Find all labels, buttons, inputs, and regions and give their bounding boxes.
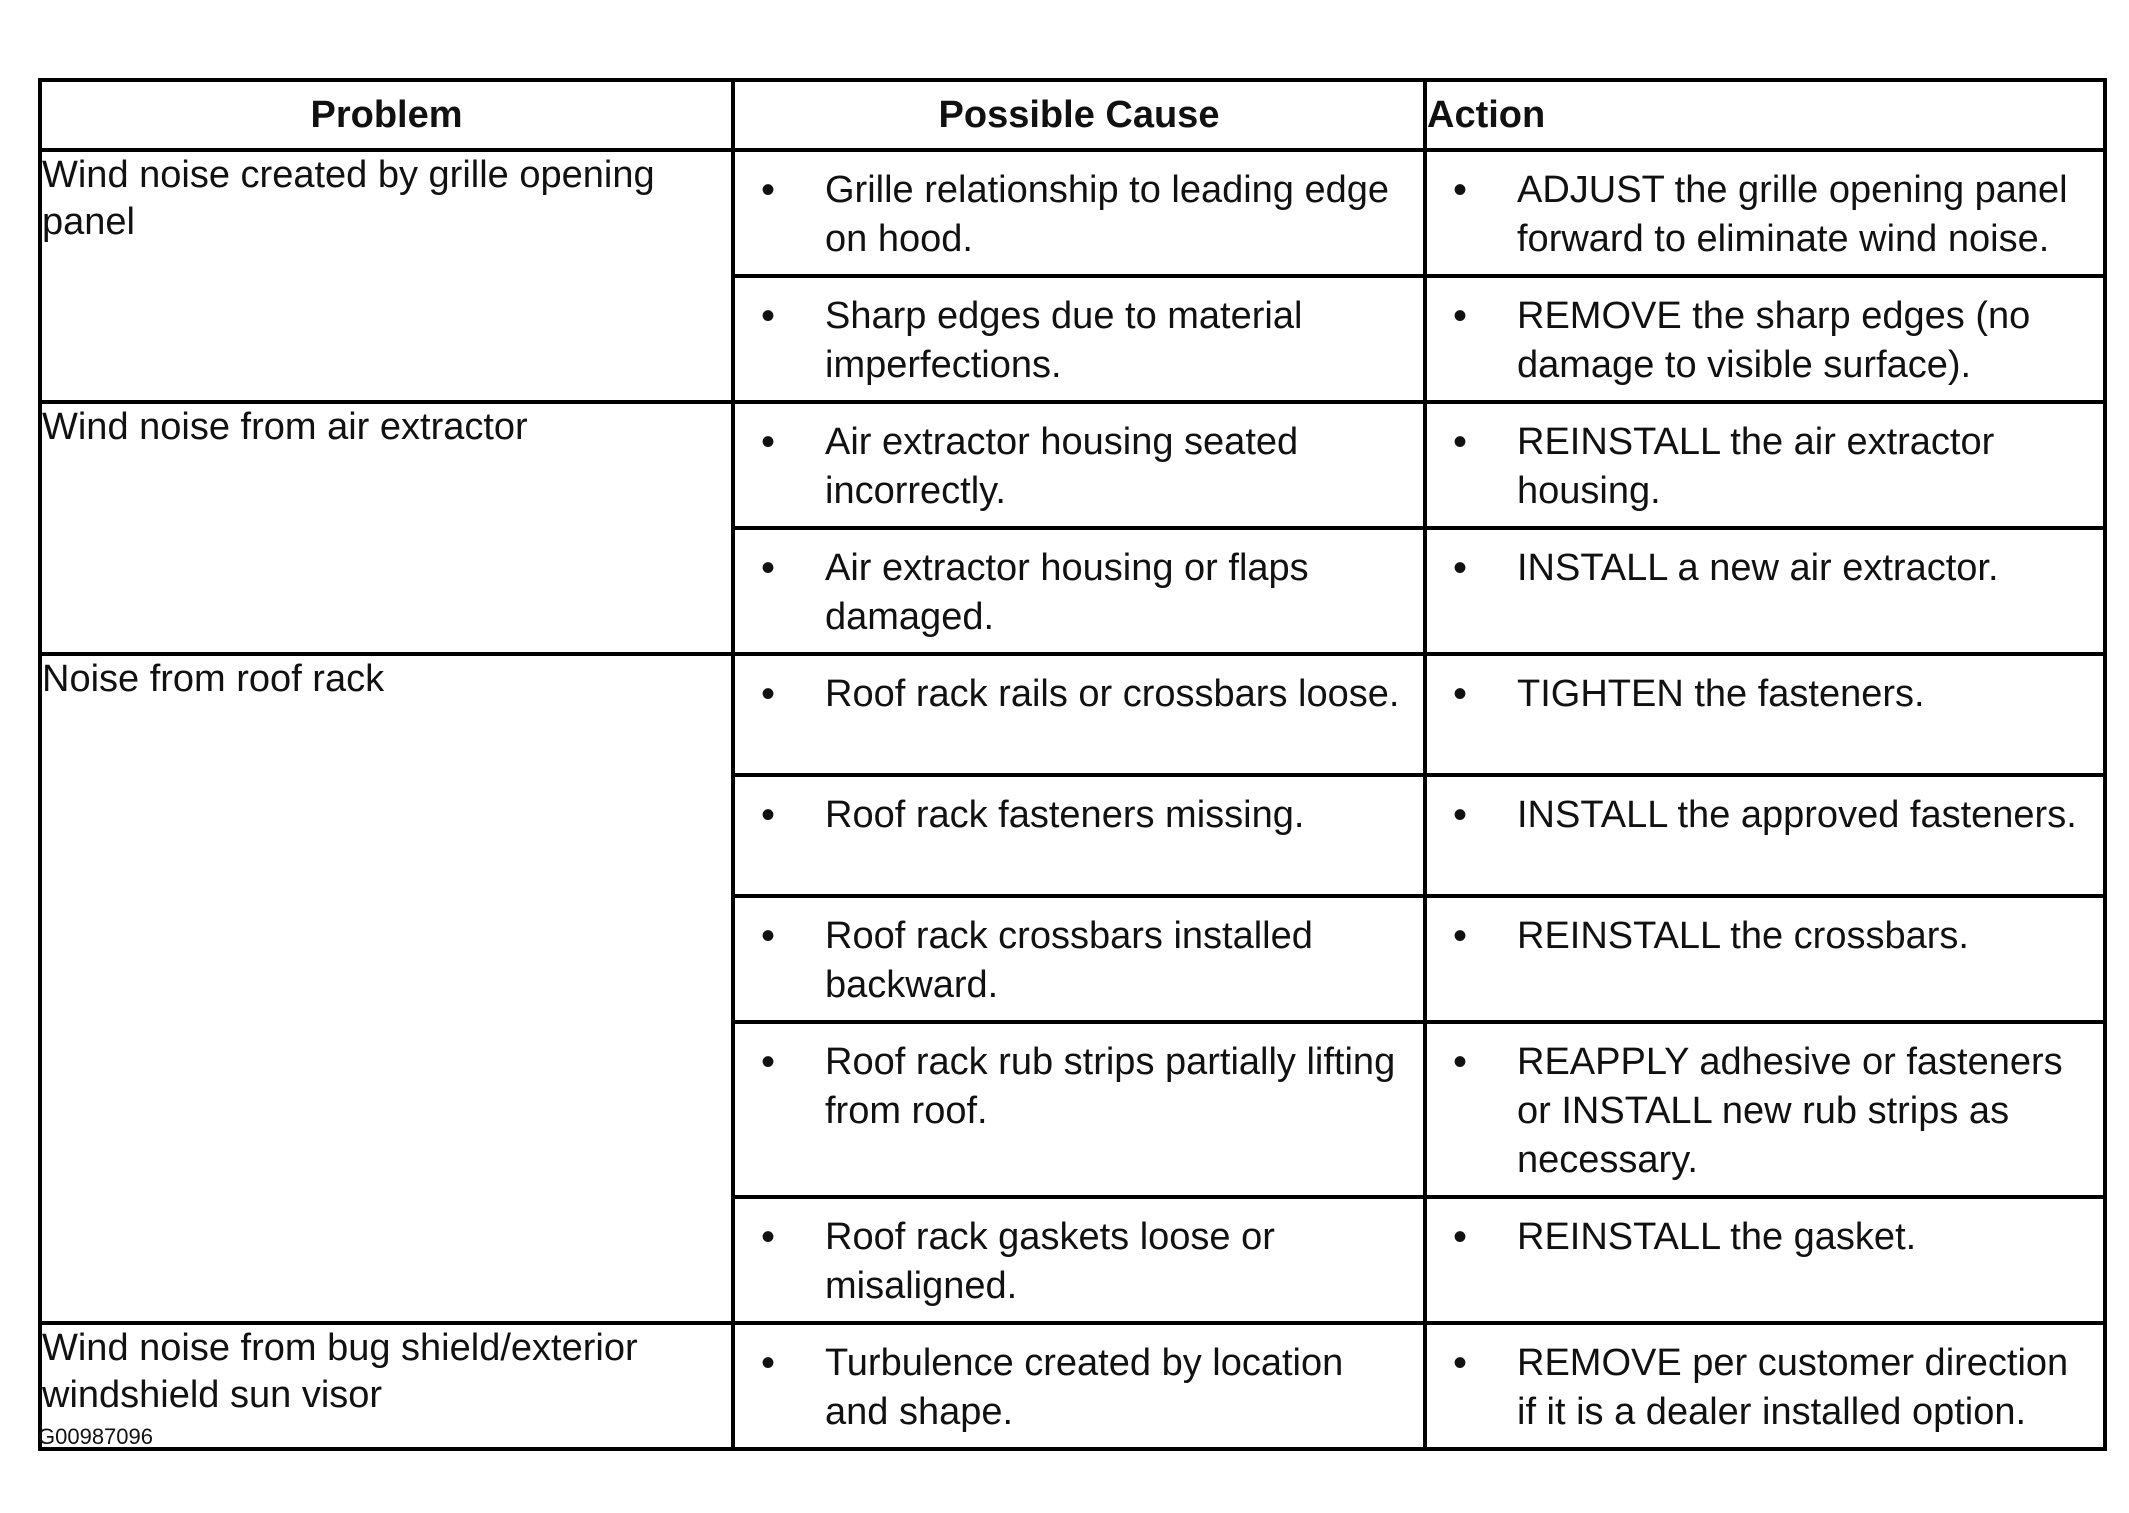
cause-text: Turbulence created by location and shape. bbox=[825, 1342, 1344, 1433]
cause-cell bbox=[733, 1022, 1425, 1197]
cause-text: Roof rack crossbars installed backward. bbox=[825, 915, 1313, 1006]
bullet-icon: • bbox=[1453, 793, 1468, 837]
action-text: REMOVE per customer direction if it is a dealer installed option. bbox=[1517, 1342, 2069, 1433]
bullet-icon: • bbox=[1453, 168, 1468, 212]
action-item bbox=[1427, 898, 2103, 971]
action-item bbox=[1427, 404, 2103, 526]
header-possible-cause: Possible Cause bbox=[733, 80, 1425, 150]
problem-cell: Wind noise from air extractor bbox=[40, 402, 733, 654]
bullet-icon: • bbox=[761, 294, 776, 338]
header-action: Action bbox=[1425, 80, 2105, 150]
action-item bbox=[1427, 152, 2103, 274]
action-text: REAPPLY adhesive or fasteners or INSTALL new rub strips as necessary. bbox=[1517, 1041, 2063, 1181]
bullet-icon: • bbox=[761, 1341, 776, 1385]
bullet-icon: • bbox=[1453, 294, 1468, 338]
header-problem: Problem bbox=[40, 80, 733, 150]
bullet-icon: • bbox=[761, 1215, 776, 1259]
action-item bbox=[1427, 530, 2103, 603]
action-cell bbox=[1425, 402, 2105, 528]
bullet-icon: • bbox=[761, 168, 776, 212]
cause-cell bbox=[733, 276, 1425, 402]
bullet-icon: • bbox=[1453, 546, 1468, 590]
action-text: ADJUST the grille opening panel forward to eliminate wind noise. bbox=[1517, 169, 2068, 260]
table-body bbox=[40, 150, 2105, 1449]
cause-cell bbox=[733, 1197, 1425, 1323]
diagnosis-table bbox=[38, 78, 2107, 1451]
bullet-icon: • bbox=[761, 793, 776, 837]
cause-text: Roof rack rails or crossbars loose. bbox=[825, 673, 1400, 715]
table-row bbox=[40, 402, 2105, 528]
cause-text: Roof rack fasteners missing. bbox=[825, 794, 1305, 836]
action-item bbox=[1427, 1199, 2103, 1272]
bullet-icon: • bbox=[761, 914, 776, 958]
cause-item bbox=[735, 530, 1423, 652]
action-item bbox=[1427, 777, 2103, 850]
cause-item bbox=[735, 1325, 1423, 1447]
cause-cell bbox=[733, 402, 1425, 528]
cause-item bbox=[735, 278, 1423, 400]
table-row bbox=[40, 654, 2105, 775]
cause-text: Sharp edges due to material imperfections. bbox=[825, 295, 1303, 386]
action-cell bbox=[1425, 150, 2105, 276]
bullet-icon: • bbox=[1453, 1040, 1468, 1084]
cause-cell bbox=[733, 528, 1425, 654]
cause-cell bbox=[733, 896, 1425, 1022]
bullet-icon: • bbox=[1453, 1215, 1468, 1259]
cause-item bbox=[735, 656, 1423, 729]
cause-text: Roof rack gaskets loose or misaligned. bbox=[825, 1216, 1275, 1307]
bullet-icon: • bbox=[1453, 914, 1468, 958]
cause-text: Air extractor housing or flaps damaged. bbox=[825, 547, 1309, 638]
cause-item bbox=[735, 152, 1423, 274]
action-cell bbox=[1425, 1022, 2105, 1197]
cause-cell bbox=[733, 654, 1425, 775]
bullet-icon: • bbox=[1453, 420, 1468, 464]
cause-item bbox=[735, 777, 1423, 850]
cause-item bbox=[735, 898, 1423, 1020]
action-cell bbox=[1425, 276, 2105, 402]
action-text: REINSTALL the gasket. bbox=[1517, 1216, 1917, 1258]
header-row bbox=[40, 80, 2105, 150]
table-row bbox=[40, 150, 2105, 276]
action-item bbox=[1427, 278, 2103, 400]
cause-item bbox=[735, 1199, 1423, 1321]
action-cell bbox=[1425, 528, 2105, 654]
bullet-icon: • bbox=[761, 672, 776, 716]
table-header bbox=[40, 80, 2105, 150]
figure-code: G00987096 bbox=[38, 1424, 153, 1449]
bullet-icon: • bbox=[761, 546, 776, 590]
problem-cell: Wind noise created by grille opening panel bbox=[40, 150, 733, 402]
action-text: REINSTALL the air extractor housing. bbox=[1517, 421, 1995, 512]
problem-cell: Noise from roof rack bbox=[40, 654, 733, 1323]
cause-text: Air extractor housing seated incorrectly. bbox=[825, 421, 1299, 512]
bullet-icon: • bbox=[1453, 1341, 1468, 1385]
action-text: REMOVE the sharp edges (no damage to visible surface). bbox=[1517, 295, 2031, 386]
bullet-icon: • bbox=[761, 420, 776, 464]
action-cell bbox=[1425, 775, 2105, 896]
cause-text: Roof rack rub strips partially lifting from roof. bbox=[825, 1041, 1396, 1132]
action-cell bbox=[1425, 654, 2105, 775]
table-row bbox=[40, 1323, 2105, 1449]
cause-text: Grille relationship to leading edge on hood. bbox=[825, 169, 1390, 260]
cause-cell bbox=[733, 1323, 1425, 1449]
action-item bbox=[1427, 1325, 2103, 1447]
action-cell bbox=[1425, 1323, 2105, 1449]
action-text: INSTALL the approved fasteners. bbox=[1517, 794, 2077, 836]
cause-cell bbox=[733, 150, 1425, 276]
cause-cell bbox=[733, 775, 1425, 896]
action-item bbox=[1427, 1024, 2103, 1195]
cause-item bbox=[735, 1024, 1423, 1146]
cause-item bbox=[735, 404, 1423, 526]
bullet-icon: • bbox=[1453, 672, 1468, 716]
action-cell bbox=[1425, 1197, 2105, 1323]
action-text: INSTALL a new air extractor. bbox=[1517, 547, 1999, 589]
action-text: TIGHTEN the fasteners. bbox=[1517, 673, 1925, 715]
bullet-icon: • bbox=[761, 1040, 776, 1084]
action-item bbox=[1427, 656, 2103, 729]
action-text: REINSTALL the crossbars. bbox=[1517, 915, 1969, 957]
problem-cell: Wind noise from bug shield/exterior windshield sun visor bbox=[40, 1323, 733, 1449]
action-cell bbox=[1425, 896, 2105, 1022]
